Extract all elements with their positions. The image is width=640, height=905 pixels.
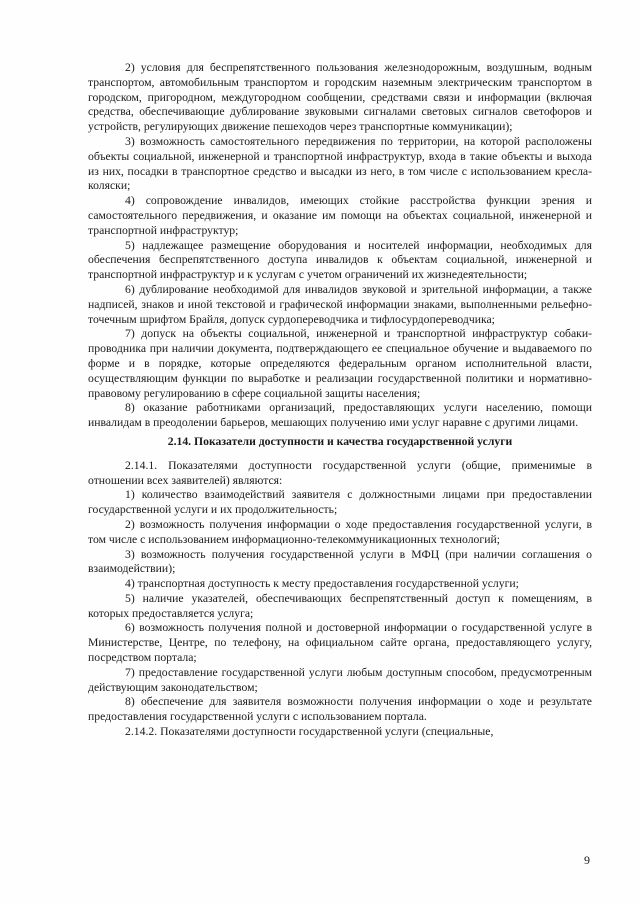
list-item: 2) условия для беспрепятственного пользования железнодорожным, воздушным, водным транспортом, автомобильным транспортом и городским наземным электрическим транспортом в городском, пригородном, междугородном сообщении, средствами связи и информации (включая средства, обеспечивающие дублирование звуковыми сигналами световых сигналов светофоров и устройств, регулирующих движение пешеходов через транспортные коммуникации);	[88, 61, 592, 134]
list-item: 1) количество взаимодействий заявителя с должностными лицами при предоставлении государственной услуги и их продолжительность;	[88, 488, 592, 517]
list-item: 8) оказание работниками организаций, предоставляющих услуги населению, помощи инвалидам в преодолении барьеров, мешающих получению ими услуг наравне с другими лицами.	[88, 401, 592, 430]
list-item: 5) надлежащее размещение оборудования и носителей информации, необходимых для обеспечения беспрепятственного доступа инвалидов к объектам социальной, инженерной и транспортной инфраструктур и к услугам с учетом ограничений их жизнедеятельности;	[88, 238, 592, 282]
list-item: 8) обеспечение для заявителя возможности получения информации о ходе и результате предоставления государственной услуги с использованием портала.	[88, 695, 592, 724]
paragraph: 2.14.1. Показателями доступности государственной услуги (общие, применимые в отношении всех заявителей) являются:	[88, 458, 592, 487]
list-item: 2) возможность получения информации о ходе предоставления государственной услуги, в том числе с использованием информационно-телекоммуникационных технологий;	[88, 517, 592, 546]
page-number: 9	[584, 853, 590, 867]
list-item: 3) возможность получения государственной услуги в МФЦ (при наличии соглашения о взаимодействии);	[88, 547, 592, 576]
list-item: 4) сопровождение инвалидов, имеющих стойкие расстройства функции зрения и самостоятельного передвижения, и оказание им помощи на объектах социальной, инженерной и транспортной инфраструктур;	[88, 194, 592, 237]
list-item: 6) возможность получения полной и достоверной информации о государственной услуге в Министерстве, Центре, по телефону, на официальном сайте органа, предоставляющего услугу, посредством портала;	[88, 621, 592, 665]
list-item: 7) допуск на объекты социальной, инженерной и транспортной инфраструктур собаки-проводника при наличии документа, подтверждающего ее специальное обучение и выдаваемого по форме и в порядке, которые определяются федеральным органом исполнительной власти, осуществляющим функции по выработке и реализации государственной политики и нормативно-правовому регулированию в сфере социальной защиты населения;	[88, 327, 592, 400]
list-item: 5) наличие указателей, обеспечивающих беспрепятственный доступ к помещениям, в которых предоставляется услуга;	[88, 591, 592, 620]
list-item: 3) возможность самостоятельного передвижения по территории, на которой расположены объекты социальной, инженерной и транспортной инфраструктур, входа в такие объекты и выхода из них, посадки в транспортное средство и высадки из него, в том числе с использованием кресла-коляски;	[88, 134, 592, 193]
list-item: 4) транспортная доступность к месту предоставления государственной услуги;	[125, 577, 519, 591]
page-content	[88, 61, 592, 740]
list-item: 7) предоставление государственной услуги любым доступным способом, предусмотренным действующим законодательством;	[88, 665, 592, 694]
section-heading: 2.14. Показатели доступности и качества государственной услуги	[167, 434, 513, 448]
paragraph: 2.14.2. Показателями доступности государственной услуги (специальные,	[125, 725, 494, 739]
list-item: 6) дублирование необходимой для инвалидов звуковой и зрительной информации, а также надписей, знаков и иной текстовой и графической информации знаками, выполненными рельефно-точечным шрифтом Брайля, допуск сурдопереводчика и тифлосурдопереводчика;	[88, 282, 592, 326]
